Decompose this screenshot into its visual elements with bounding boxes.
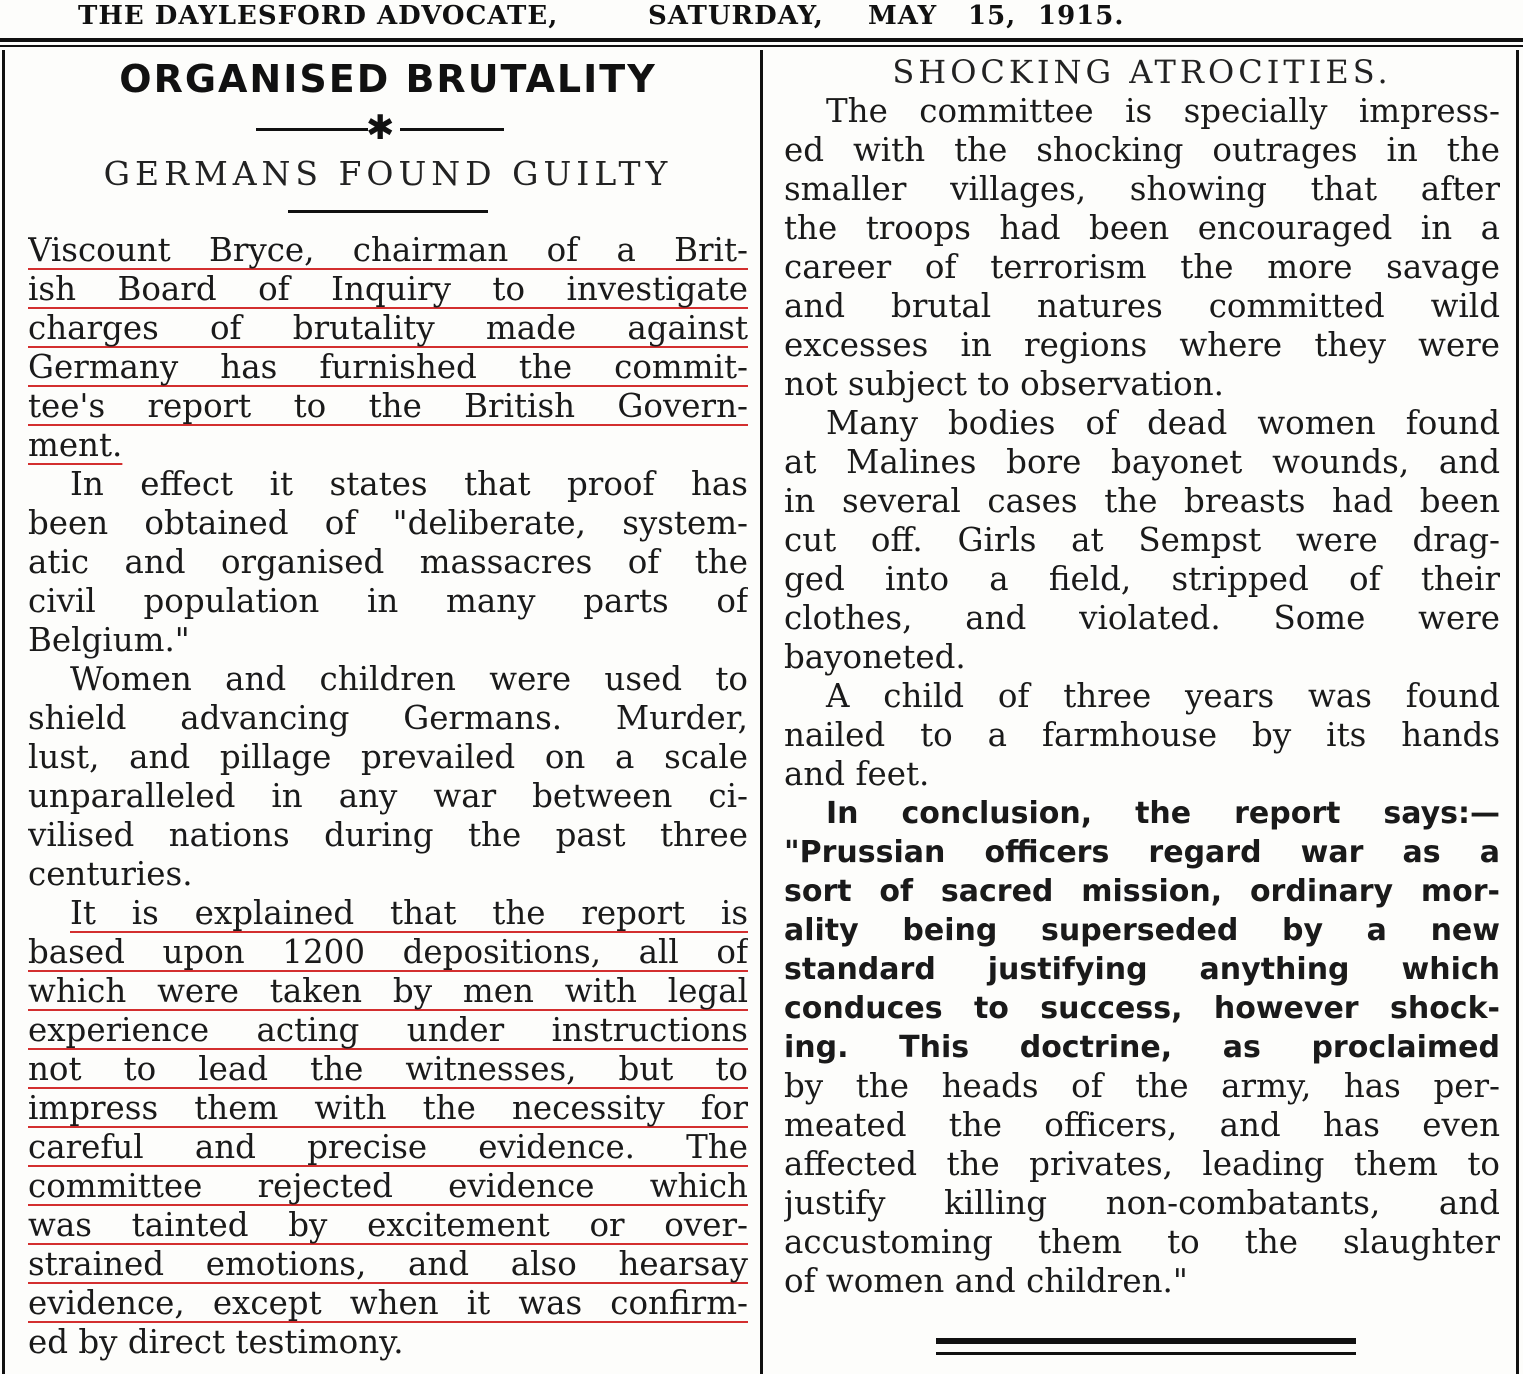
text-line-content: bayoneted. <box>784 638 966 676</box>
text-line-content: centuries. <box>28 855 193 893</box>
text-line-content: In effect it states that proof has <box>70 465 748 503</box>
text-line <box>28 933 748 972</box>
text-line-content: "Prussian officers regard war as a <box>784 835 1500 870</box>
text-line-content: shield advancing Germans. Murder, <box>28 699 748 737</box>
text-line-content: civil population in many parts of <box>28 582 748 620</box>
text-line-content: experience acting under instructions <box>28 1011 748 1049</box>
text-line <box>28 270 748 309</box>
text-line <box>28 1128 748 1167</box>
text-line <box>784 443 1500 482</box>
text-line <box>28 348 748 387</box>
text-line <box>28 465 748 504</box>
text-line-content: and brutal natures committed wild <box>784 287 1500 325</box>
text-line <box>784 482 1500 521</box>
text-line-content: vilised nations during the past three <box>28 816 748 854</box>
text-line <box>28 855 748 894</box>
text-line-content: was tainted by excitement or over- <box>28 1206 748 1244</box>
text-line-content: excesses in regions where they were <box>784 326 1500 364</box>
text-line <box>784 1223 1500 1262</box>
text-line-content: clothes, and violated. Some were <box>784 599 1500 637</box>
text-line-content: ed with the shocking outrages in the <box>784 131 1500 169</box>
article-body-right <box>784 92 1500 794</box>
text-line <box>784 716 1500 755</box>
text-line <box>28 1323 748 1362</box>
text-line <box>784 677 1500 716</box>
text-line <box>784 794 1500 833</box>
text-line <box>28 504 748 543</box>
text-line <box>28 426 748 465</box>
text-line <box>28 777 748 816</box>
text-line-content: by the heads of the army, has per- <box>784 1067 1500 1105</box>
column-rule-middle <box>760 50 763 1374</box>
text-line-content: careful and precise evidence. The <box>28 1128 748 1166</box>
text-line <box>28 972 748 1011</box>
text-line-content: the troops had been encouraged in a <box>784 209 1500 247</box>
text-line-content: ish Board of Inquiry to investigate <box>28 270 748 308</box>
text-line <box>784 92 1500 131</box>
text-line <box>784 833 1500 872</box>
text-line-content: A child of three years was found <box>826 677 1500 715</box>
text-line-content: In conclusion, the report says:— <box>826 796 1500 831</box>
text-line-content: at Malines bore bayonet wounds, and <box>784 443 1500 481</box>
text-line <box>28 1206 748 1245</box>
text-line <box>784 326 1500 365</box>
masthead-year: 1915. <box>1038 1 1125 31</box>
masthead-daynum: 15, <box>968 1 1017 31</box>
text-line-content: Viscount Bryce, chairman of a Brit- <box>28 231 748 269</box>
masthead-paper-name: THE DAYLESFORD ADVOCATE, <box>78 1 559 31</box>
text-line-content: not to lead the witnesses, but to <box>28 1050 748 1088</box>
text-line-content: affected the privates, leading them to <box>784 1145 1500 1183</box>
text-line <box>28 309 748 348</box>
text-line <box>28 816 748 855</box>
text-line <box>784 1145 1500 1184</box>
text-line <box>28 387 748 426</box>
masthead-rule <box>0 38 1523 42</box>
text-line <box>784 209 1500 248</box>
text-line-content: ing. This doctrine, as proclaimed <box>784 1030 1500 1065</box>
text-line-content: ment. <box>28 426 123 464</box>
article-conclusion-quote <box>784 794 1500 1067</box>
text-line-content: Women and children were used to <box>70 660 748 698</box>
text-line-content: smaller villages, showing that after <box>784 170 1500 208</box>
article-conclusion-tail <box>784 1067 1500 1301</box>
text-line <box>784 911 1500 950</box>
text-line-content: cut off. Girls at Sempst were drag- <box>784 521 1500 559</box>
text-line <box>28 1089 748 1128</box>
text-line-content: committee rejected evidence which <box>28 1167 748 1205</box>
article-subhead: GERMANS FOUND GUILTY <box>103 154 673 193</box>
text-line <box>784 872 1500 911</box>
text-line <box>28 1167 748 1206</box>
text-line <box>784 560 1500 599</box>
masthead <box>0 0 1523 36</box>
text-line <box>28 660 748 699</box>
text-line-content: impress them with the necessity for <box>28 1089 748 1127</box>
text-line-content: been obtained of "deliberate, system- <box>28 504 748 542</box>
text-line <box>28 231 748 270</box>
text-line <box>784 1184 1500 1223</box>
text-line <box>28 621 748 660</box>
text-line-content: ed by direct testimony. <box>28 1323 404 1361</box>
text-line <box>784 287 1500 326</box>
text-line <box>784 521 1500 560</box>
text-line-content: strained emotions, and also hearsay <box>28 1245 748 1283</box>
text-line-content: which were taken by men with legal <box>28 972 748 1010</box>
star-ornament-icon: ✱ <box>366 108 395 148</box>
text-line-content: based upon 1200 depositions, all of <box>28 933 748 971</box>
text-line <box>28 738 748 777</box>
text-line-content: unparalleled in any war between ci- <box>28 777 748 815</box>
text-line-content: in several cases the breasts had been <box>784 482 1500 520</box>
text-line-content: It is explained that the report is <box>70 894 748 932</box>
text-line-content: sort of sacred mission, ordinary mor- <box>784 874 1500 909</box>
section-heading: SHOCKING ATROCITIES. <box>892 53 1392 91</box>
text-line-content: nailed to a farmhouse by its hands <box>784 716 1500 754</box>
text-line <box>28 1284 748 1323</box>
masthead-month: MAY <box>868 1 938 31</box>
text-line <box>784 1262 1500 1301</box>
text-line <box>784 131 1500 170</box>
text-line-content: of women and children." <box>784 1262 1188 1300</box>
text-line-content: atic and organised massacres of the <box>28 543 748 581</box>
text-line <box>784 638 1500 677</box>
text-line-content: Many bodies of dead women found <box>826 404 1500 442</box>
text-line-content: ality being superseded by a new <box>784 913 1500 948</box>
text-line <box>784 1106 1500 1145</box>
end-rule-thick <box>936 1338 1356 1344</box>
text-line-content: accustoming them to the slaughter <box>784 1223 1500 1261</box>
text-line <box>784 989 1500 1028</box>
text-line-content: tee's report to the British Govern- <box>28 387 748 425</box>
text-line <box>28 699 748 738</box>
text-line-content: and feet. <box>784 755 930 793</box>
ornament-line-left <box>256 128 368 131</box>
text-line-content: evidence, except when it was confirm- <box>28 1284 748 1322</box>
ornament-rule <box>28 106 748 150</box>
column-rule-right <box>1516 50 1519 1374</box>
text-line <box>28 894 748 933</box>
text-line-content: charges of brutality made against <box>28 309 748 347</box>
text-line-content: The committee is specially impress- <box>826 92 1500 130</box>
text-line <box>784 365 1500 404</box>
column-rule-left <box>2 50 5 1374</box>
text-line <box>28 1245 748 1284</box>
text-line-content: justify killing non-combatants, and <box>784 1184 1500 1222</box>
text-line <box>784 248 1500 287</box>
text-line <box>28 543 748 582</box>
subhead-rule <box>288 210 488 213</box>
masthead-day: SATURDAY, <box>648 1 824 31</box>
text-line-content: lust, and pillage prevailed on a scale <box>28 738 748 776</box>
text-line <box>784 599 1500 638</box>
column-right <box>784 52 1500 1301</box>
article-headline: ORGANISED BRUTALITY <box>119 57 657 101</box>
text-line <box>784 1028 1500 1067</box>
article-body-left <box>28 231 748 1362</box>
text-line <box>784 950 1500 989</box>
text-line <box>28 1050 748 1089</box>
text-line <box>784 404 1500 443</box>
ornament-line-right <box>400 128 504 131</box>
text-line-content: standard justifying anything which <box>784 952 1500 987</box>
text-line-content: career of terrorism the more savage <box>784 248 1500 286</box>
end-rule-thin <box>936 1352 1356 1355</box>
text-line-content: meated the officers, and has even <box>784 1106 1500 1144</box>
text-line-content: ged into a field, stripped of their <box>784 560 1500 598</box>
text-line <box>784 1067 1500 1106</box>
text-line <box>28 582 748 621</box>
text-line <box>784 170 1500 209</box>
text-line-content: Germany has furnished the commit- <box>28 348 748 386</box>
masthead-rule-thin <box>0 45 1523 47</box>
text-line <box>28 1011 748 1050</box>
text-line-content: not subject to observation. <box>784 365 1225 403</box>
text-line <box>784 755 1500 794</box>
text-line-content: conduces to success, however shock- <box>784 991 1500 1026</box>
column-left <box>28 52 748 1362</box>
text-line-content: Belgium." <box>28 621 190 659</box>
